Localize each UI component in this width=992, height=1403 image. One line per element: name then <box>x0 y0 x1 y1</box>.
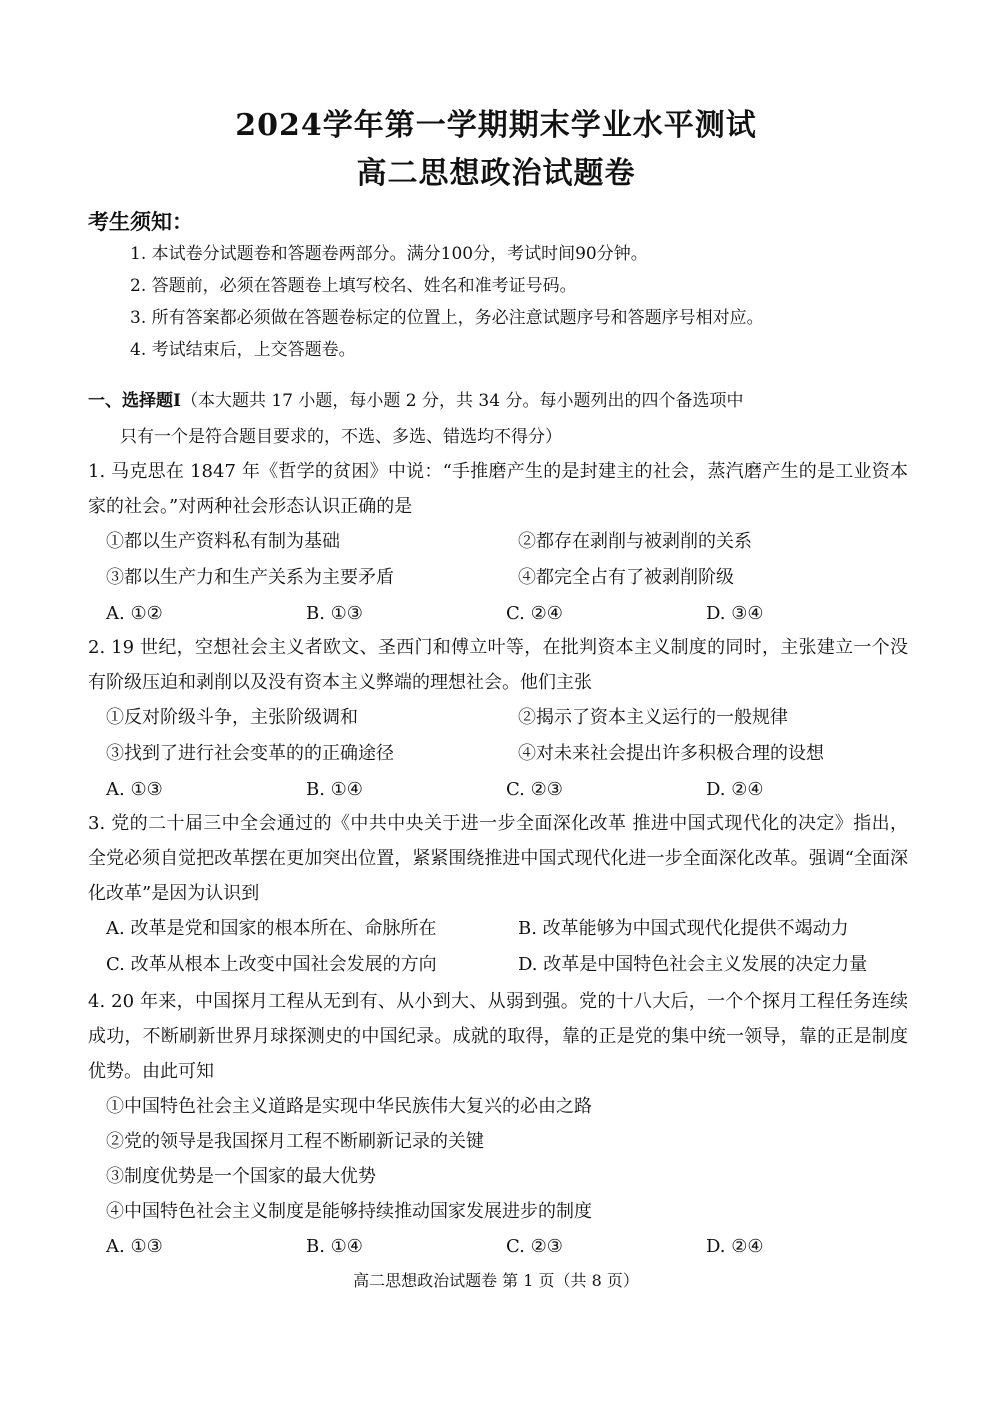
option: ④对未来社会提出许多积极合理的设想 <box>518 743 824 764</box>
option: A. 改革是党和国家的根本所在、命脉所在 <box>106 918 437 939</box>
answer-choice: D. ②④ <box>706 779 764 800</box>
section-title: 一、选择题Ⅰ <box>88 391 181 411</box>
question-3 <box>88 806 908 983</box>
answer-choice: B. ①④ <box>306 779 363 800</box>
question-stem: 1. 马克思在 1847 年《哲学的贫困》中说：“手推磨产生的是封建主的社会，蒸汽磨产生的是工业资本家的社会。”对两种社会形态认识正确的是 <box>88 461 908 517</box>
answer-choice: A. ①③ <box>106 1236 163 1257</box>
page-footer: 高二思想政治试题卷 第 1 页（共 8 页） <box>353 1271 639 1290</box>
answer-choice: D. ③④ <box>706 603 764 624</box>
notice-item: 3. 所有答案都必须做在答题卷标定的位置上，务必注意试题序号和答题序号相对应。 <box>130 308 764 328</box>
option: ②都存在剥削与被剥削的关系 <box>518 531 752 552</box>
notice-item: 4. 考试结束后，上交答题卷。 <box>130 340 356 360</box>
option: ①反对阶级斗争，主张阶级调和 <box>106 707 358 728</box>
section-header <box>88 383 908 455</box>
question-4 <box>88 984 908 1265</box>
option: D. 改革是中国特色社会主义发展的决定力量 <box>518 954 868 975</box>
question-stem: 3. 党的二十届三中全会通过的《中共中央关于进一步全面深化改革 推进中国式现代化的决定》指出，全党必须自觉把改革摆在更加突出位置，紧紧围绕推进中国式现代化进一步全面深化改革。强调“全面深化改革”是因为认识到 <box>88 813 908 904</box>
answer-choices <box>88 772 908 808</box>
question-1 <box>88 454 908 632</box>
answer-choice: A. ①② <box>106 603 163 624</box>
notice-item: 1. 本试卷分试题卷和答题卷两部分。满分100分，考试时间90分钟。 <box>130 244 648 264</box>
notice-heading: 考生须知： <box>88 209 193 234</box>
answer-choice: C. ②③ <box>506 779 563 800</box>
answer-choices <box>88 1229 908 1265</box>
option: ①中国特色社会主义道路是实现中华民族伟大复兴的必由之路 <box>106 1096 592 1117</box>
option: ④都完全占有了被剥削阶级 <box>518 567 734 588</box>
notice-list <box>130 238 930 366</box>
answer-choice: D. ②④ <box>706 1236 764 1257</box>
answer-choice: C. ②④ <box>506 603 563 624</box>
option: ③都以生产力和生产关系为主要矛盾 <box>106 567 394 588</box>
option: ②党的领导是我国探月工程不断刷新记录的关键 <box>106 1131 484 1152</box>
exam-subtitle: 高二思想政治试题卷 <box>356 156 636 191</box>
answer-choice: A. ①③ <box>106 779 163 800</box>
option: ①都以生产资料私有制为基础 <box>106 531 340 552</box>
section-description: （本大题共 17 小题，每小题 2 分，共 34 分。每小题列出的四个备选项中 <box>180 391 744 411</box>
option: ③找到了进行社会变革的的正确途径 <box>106 743 394 764</box>
option: ④中国特色社会主义制度是能够持续推动国家发展进步的制度 <box>106 1201 592 1222</box>
question-stem: 2. 19 世纪，空想社会主义者欧文、圣西门和傅立叶等，在批判资本主义制度的同时，主张建立一个没有阶级压迫和剥削以及没有资本主义弊端的理想社会。他们主张 <box>88 637 908 693</box>
option: B. 改革能够为中国式现代化提供不竭动力 <box>518 918 849 939</box>
exam-title: 2024学年第一学期期末学业水平测试 <box>235 108 757 143</box>
answer-choice: B. ①④ <box>306 1236 363 1257</box>
answer-choice: C. ②③ <box>506 1236 563 1257</box>
question-2 <box>88 630 908 808</box>
option: ②揭示了资本主义运行的一般规律 <box>518 707 788 728</box>
option: ③制度优势是一个国家的最大优势 <box>106 1166 376 1187</box>
question-stem: 4. 20 年来，中国探月工程从无到有、从小到大、从弱到强。党的十八大后，一个个探月工程任务连续成功，不断刷新世界月球探测史的中国纪录。成就的取得，靠的正是党的集中统一领导，靠的正是制度优势。由此可知 <box>88 991 908 1082</box>
answer-choices <box>88 596 908 632</box>
option: C. 改革从根本上改变中国社会发展的方向 <box>106 954 437 975</box>
section-description-continued: 只有一个是符合题目要求的，不选、多选、错选均不得分） <box>120 427 562 447</box>
notice-item: 2. 答题前，必须在答题卷上填写校名、姓名和准考证号码。 <box>130 276 577 296</box>
answer-choice: B. ①③ <box>306 603 363 624</box>
